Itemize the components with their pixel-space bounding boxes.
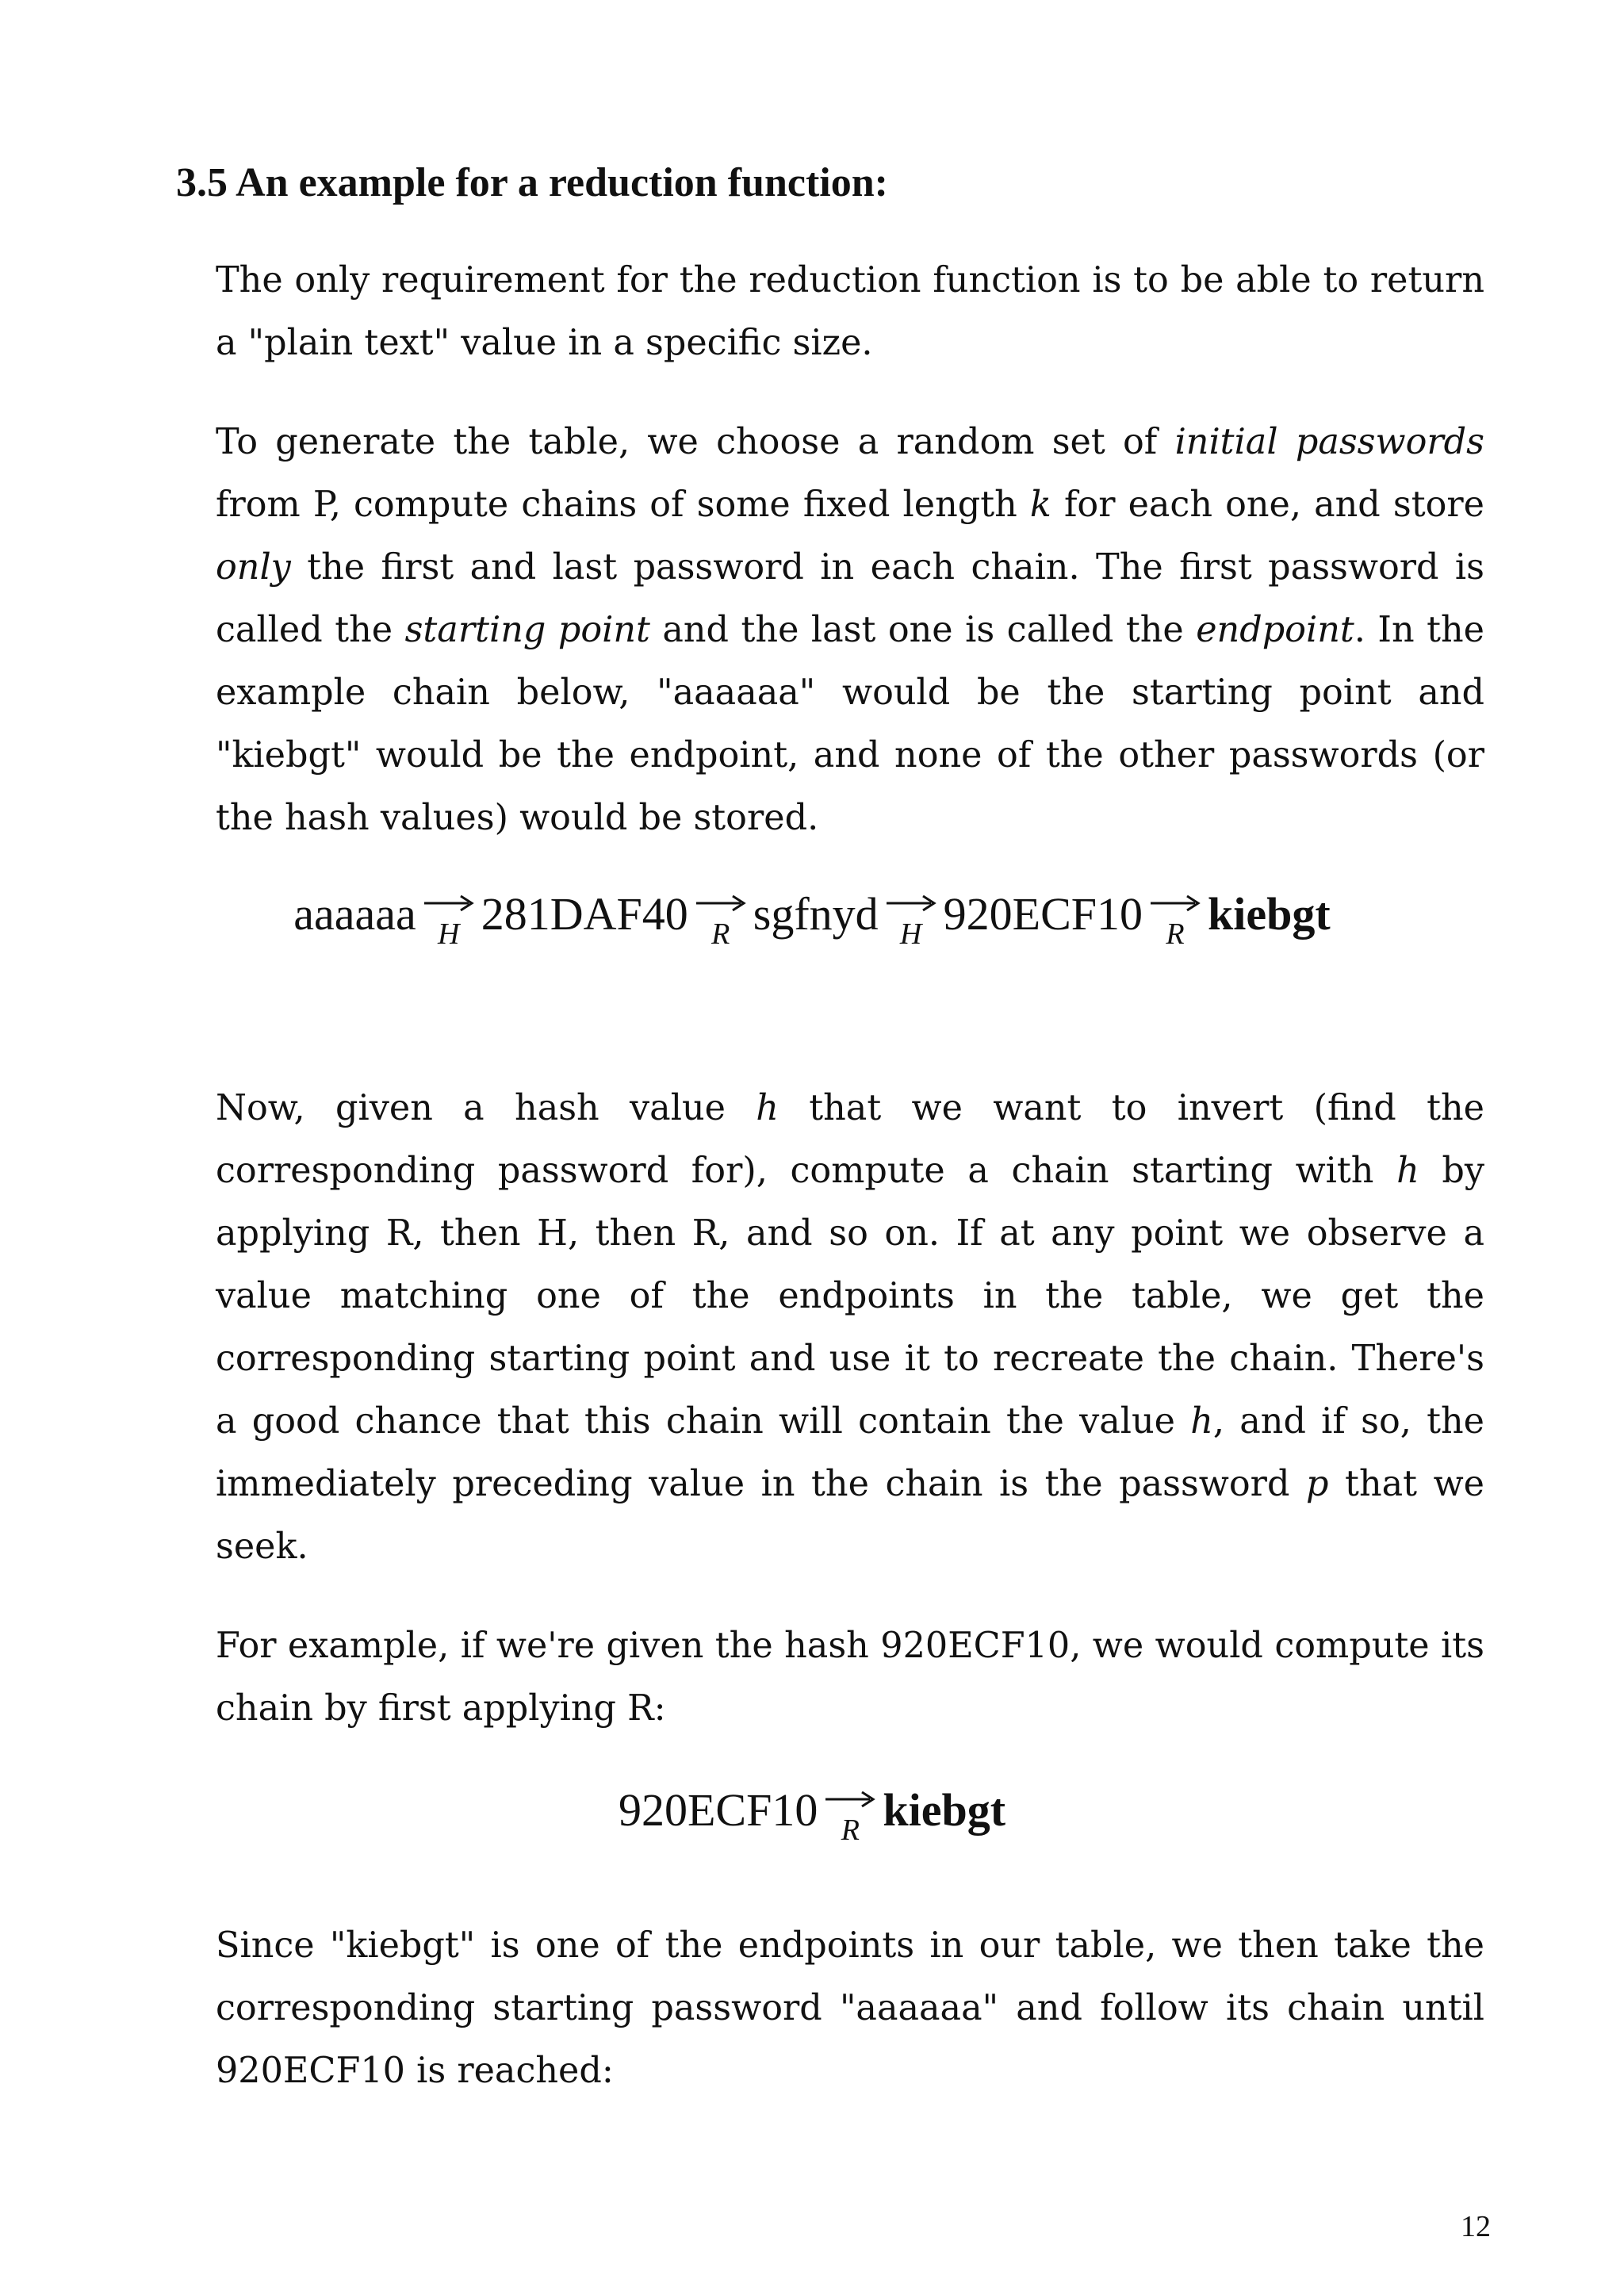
text-run: that we seek. <box>216 1464 1484 1567</box>
emphasis-initial-passwords: initial passwords <box>1174 422 1484 462</box>
emphasis-starting-point: starting point <box>404 610 650 650</box>
chain-node: aaaaaa <box>293 888 416 940</box>
text-run: and the last one is called the <box>649 610 1197 650</box>
paragraph-reduction-requirement <box>216 249 1484 374</box>
emphasis-only: only <box>216 547 291 588</box>
arrow-function-label: H <box>899 917 922 951</box>
paragraph-text: Since "kiebgt" is one of the endpoints in our table, we then take the corresponding starting password "aaaaaa" and follow its chain until 920ECF10 is reached: <box>216 1925 1484 2091</box>
chain-arrow <box>1149 891 1201 950</box>
chain-arrow <box>885 891 937 950</box>
right-arrow-icon <box>423 891 475 915</box>
arrow-function-label: R <box>1166 917 1185 951</box>
chain-node: 920ECF10 <box>943 888 1143 940</box>
text-run: by applying R, then H, then R, and so on. If at any point we observe a value matching one of the endpoints in the table, we get the corresponding starting point and use it to recreate the chain. There's a good chance that this chain will contain the value <box>216 1151 1484 1442</box>
emphasis-p: p <box>1306 1464 1329 1504</box>
text-run: . In the example chain below, "aaaaaa" would be the starting point and "kiebgt" would be the endpoint, and none of the other passwords (or the hash values) would be stored. <box>216 610 1484 838</box>
chain-node: kiebgt <box>1208 888 1331 940</box>
chain-node: kiebgt <box>883 1784 1006 1836</box>
chain-arrow <box>695 891 747 950</box>
emphasis-h: h <box>1396 1151 1419 1191</box>
text-run: To generate the table, we choose a random set of <box>216 422 1175 462</box>
paragraph-inversion <box>216 1077 1484 1578</box>
text-run: for each one, and store <box>1051 485 1484 525</box>
chain-node: sgfnyd <box>753 888 879 940</box>
chain-node: 920ECF10 <box>618 1784 818 1836</box>
text-run: from P, compute chains of some fixed length <box>216 485 1030 525</box>
paragraph-example-hash <box>216 1614 1484 1740</box>
arrow-function-label: H <box>438 917 460 951</box>
paragraph-text: The only requirement for the reduction function is to be able to return a "plain text" value in a specific size. <box>216 260 1484 363</box>
example-chain-diagram <box>0 887 1624 951</box>
text-run: that we want to invert (find the corresponding password for), compute a chain starting with <box>216 1088 1484 1191</box>
emphasis-k: k <box>1029 485 1051 525</box>
chain-node: 281DAF40 <box>481 888 688 940</box>
text-run: , and if so, the immediately preceding value in the chain is the password <box>216 1401 1484 1504</box>
arrow-function-label: R <box>841 1814 860 1847</box>
chain-arrow <box>824 1787 876 1846</box>
page-number: 12 <box>1461 2210 1491 2243</box>
text-run: the first and last password in each chain. The first password is called the <box>216 547 1484 650</box>
paragraph-endpoint-lookup <box>216 1914 1484 2102</box>
paragraph-table-generation <box>216 411 1484 849</box>
right-arrow-icon <box>824 1787 876 1811</box>
section-heading: 3.5 An example for a reduction function: <box>176 160 888 205</box>
paragraph-text: For example, if we're given the hash 920ECF10, we would compute its chain by first applying R: <box>216 1626 1484 1729</box>
right-arrow-icon <box>885 891 937 915</box>
right-arrow-icon <box>695 891 747 915</box>
emphasis-h: h <box>1190 1401 1213 1442</box>
reduction-chain-diagram <box>0 1783 1624 1847</box>
emphasis-endpoint: endpoint <box>1196 610 1354 650</box>
emphasis-h: h <box>756 1088 779 1128</box>
right-arrow-icon <box>1149 891 1201 915</box>
chain-arrow <box>423 891 475 950</box>
arrow-function-label: R <box>711 917 730 951</box>
text-run: Now, given a hash value <box>216 1088 756 1128</box>
